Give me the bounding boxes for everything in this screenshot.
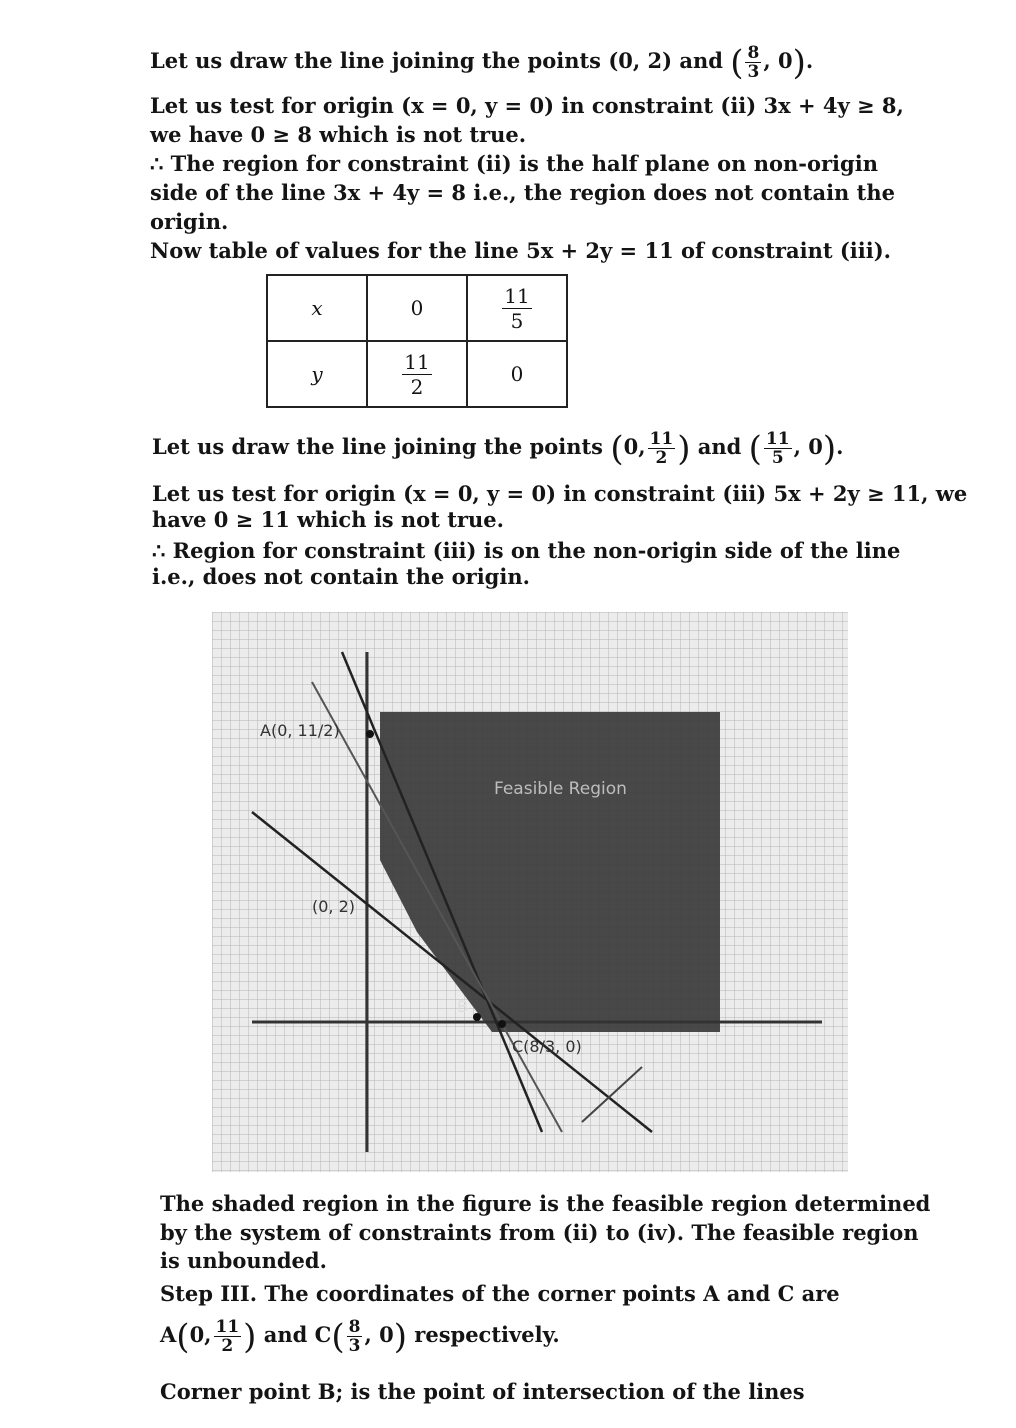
table-row bbox=[267, 275, 567, 341]
corner-point-c bbox=[498, 1020, 506, 1028]
line-2: Let us test for origin (x = 0, y = 0) in constraint (ii) 3x + 4y ≥ 8, bbox=[150, 93, 904, 118]
table-cell: x bbox=[267, 275, 367, 341]
line-7: Now table of values for the line 5x + 2y = 11 of constraint (iii). bbox=[150, 238, 891, 263]
line-14: by the system of constraints from (ii) to (iv). The feasible region bbox=[160, 1220, 919, 1245]
label-a: A(0, 11/2) bbox=[260, 721, 340, 740]
label-feasible-region: Feasible Region bbox=[494, 779, 627, 799]
line-18: Corner point B; is the point of intersection of the lines bbox=[160, 1379, 805, 1404]
values-table bbox=[266, 274, 568, 408]
table-cell: y bbox=[267, 341, 367, 407]
line-8: Let us draw the line joining the points (0, $\frac{11}{2}$ ) and ( $\frac{11}{5}$ , 0). bbox=[152, 428, 844, 469]
line-4: ∴ The region for constraint (ii) is the half plane on non-origin bbox=[150, 151, 878, 176]
table-cell: $\frac{11}{5}$ bbox=[467, 275, 567, 341]
line-16: Step III. The coordinates of the corner points A and C are bbox=[160, 1281, 840, 1306]
frac-8-3: $\frac{8}{3}$ bbox=[747, 43, 760, 82]
line-11: ∴ Region for constraint (iii) is on the non-origin side of the line bbox=[152, 538, 901, 563]
text-l1: Let us draw the line joining the points (0, 2) and bbox=[150, 48, 723, 73]
table-cell: 0 bbox=[467, 341, 567, 407]
line-15: is unbounded. bbox=[160, 1248, 327, 1273]
line-12: i.e., does not contain the origin. bbox=[152, 564, 530, 589]
corner-point-b bbox=[473, 1013, 481, 1021]
table-cell: $\frac{11}{2}$ bbox=[367, 341, 467, 407]
label-c: C(8/3, 0) bbox=[512, 1037, 582, 1056]
feasible-region-graph bbox=[212, 612, 848, 1172]
line-10: have 0 ≥ 11 which is not true. bbox=[152, 507, 504, 532]
line-17: A(0, $\frac{11}{2}$ ) and C( $\frac{8}{3}$ , 0) respectively. bbox=[160, 1316, 560, 1357]
label-0-2: (0, 2) bbox=[312, 897, 356, 916]
line-1: Let us draw the line joining the points (0, 2) and ( $\frac{8}{3}$ , 0). bbox=[150, 42, 814, 83]
line-5: side of the line 3x + 4y = 8 i.e., the region does not contain the bbox=[150, 180, 895, 205]
label-b: B bbox=[457, 997, 468, 1016]
line-3: we have 0 ≥ 8 which is not true. bbox=[150, 122, 527, 147]
line-9: Let us test for origin (x = 0, y = 0) in constraint (iii) 5x + 2y ≥ 11, we bbox=[152, 481, 968, 506]
corner-point-a bbox=[366, 730, 374, 738]
table-row bbox=[267, 341, 567, 407]
line-6: origin. bbox=[150, 209, 229, 234]
line-13: The shaded region in the figure is the feasible region determined bbox=[160, 1191, 931, 1216]
table-cell: 0 bbox=[367, 275, 467, 341]
